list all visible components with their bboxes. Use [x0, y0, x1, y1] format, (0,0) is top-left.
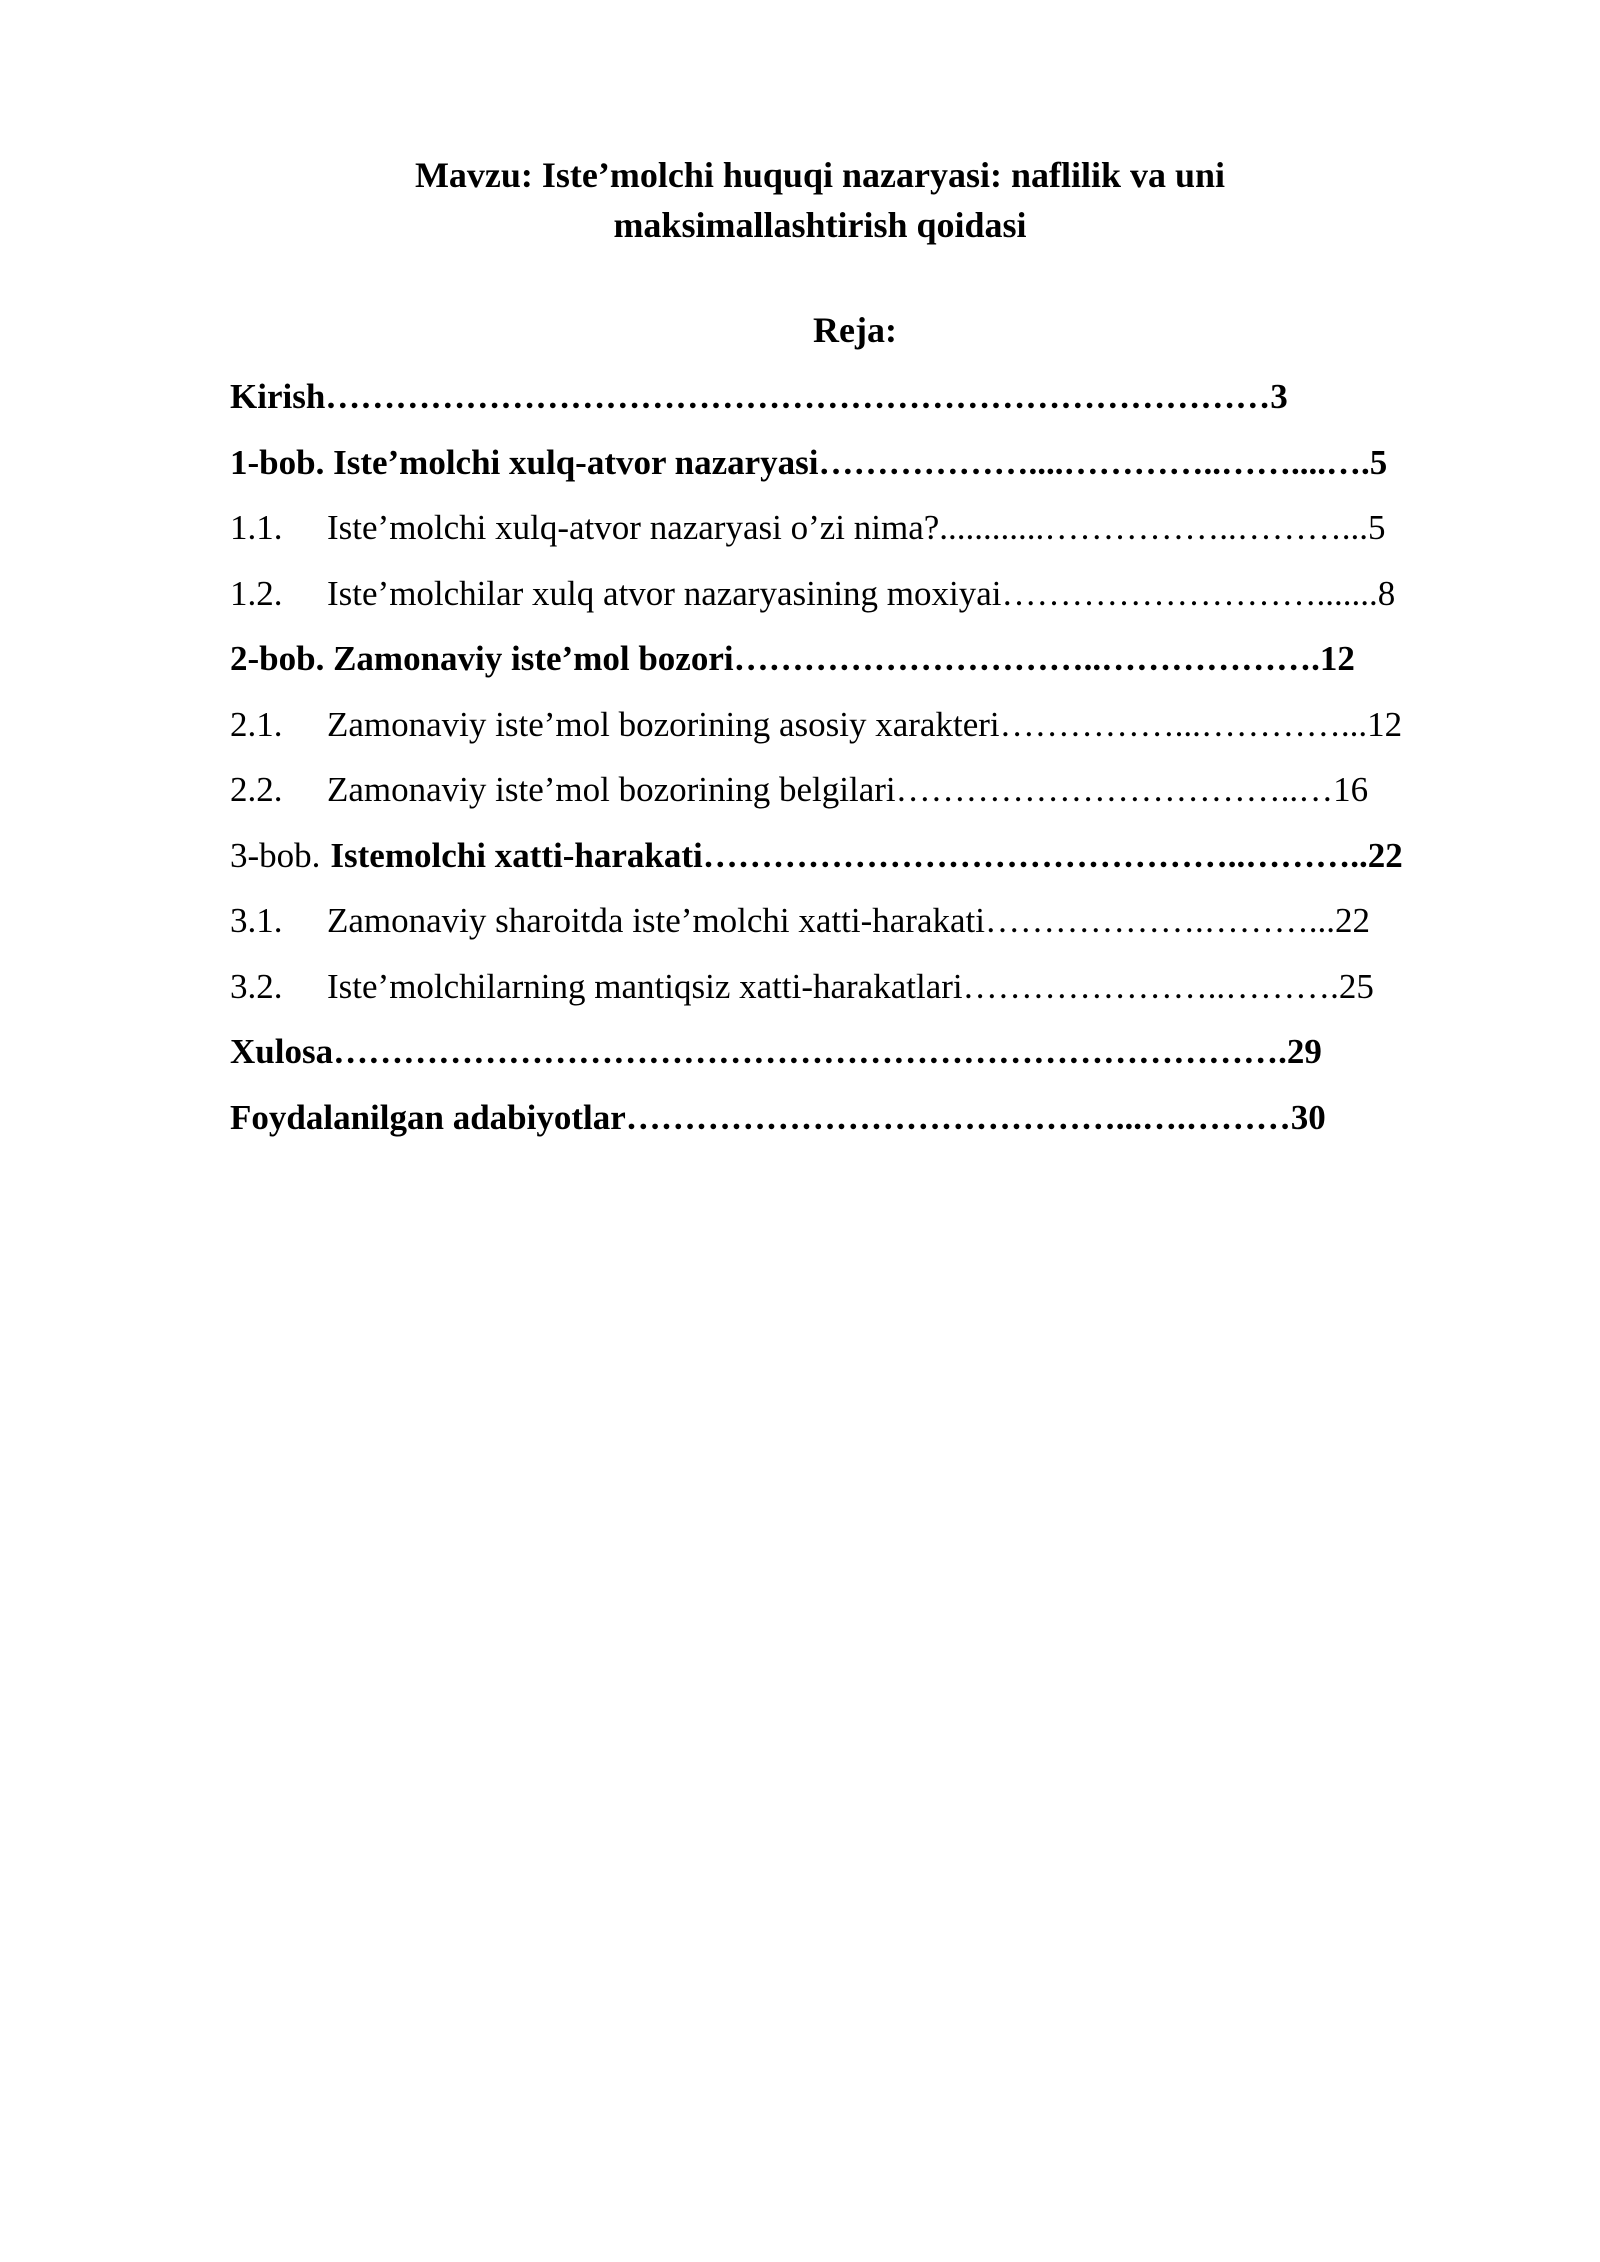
toc-entry-label: Iste’molchi xulq-atvor nazaryasi o’zi nima?	[327, 508, 940, 547]
toc-entry-leader: ……………...…………..	[999, 704, 1359, 744]
toc-entry-label: 1-bob. Iste’molchi xulq-atvor nazaryasi	[230, 442, 819, 482]
toc-entry	[230, 569, 1530, 635]
toc-entry	[230, 765, 1530, 831]
toc-entry-label: Iste’molchilar xulq atvor nazaryasining moxiyai	[327, 573, 1002, 613]
toc-entry-label: Zamonaviy iste’mol bozorining asosiy xarakteri	[327, 704, 1000, 744]
toc-entry-leader: …………………………..………………	[733, 639, 1312, 678]
toc-entry-leader: ………………....…………..……....…	[818, 442, 1362, 482]
toc-entry-number: 2.2.	[230, 770, 283, 809]
toc-entry-number: 3.1.	[230, 901, 283, 940]
title-line-1: Mavzu: Iste’molchi huquqi nazaryasi: naflilik va uni	[414, 155, 1226, 195]
toc-entry	[230, 503, 1530, 569]
plan-heading: Reja:	[813, 310, 897, 350]
toc-entry-label: Foydalanilgan adabiyotlar	[230, 1097, 626, 1137]
toc-entry-leader: ……………………….......	[1001, 573, 1378, 613]
toc-entry-leader: ……………………………………………………………………….	[333, 1032, 1287, 1071]
toc-entry-page: 25	[1338, 966, 1374, 1006]
toc-entry	[230, 700, 1530, 766]
toc-entry-leader: ……………….………...	[984, 901, 1335, 940]
toc-entry-label: Iste’molchilarning mantiqsiz xatti-harakatlari	[327, 966, 963, 1006]
toc-entry	[230, 896, 1530, 962]
toc-entry	[230, 438, 1530, 504]
toc-entry-leader: …………………..……….	[962, 966, 1339, 1006]
toc-entry	[230, 1027, 1530, 1093]
toc-entry-page: 29	[1286, 1032, 1322, 1071]
toc-entry-page: 30	[1290, 1097, 1326, 1137]
toc-entry-page: 22	[1334, 901, 1370, 940]
toc-entry-label: Kirish	[230, 377, 326, 416]
toc-entry	[230, 831, 1530, 897]
toc-entry-page: 8	[1377, 573, 1396, 613]
toc-entry	[230, 634, 1530, 700]
toc-entry-leader: ………………………………………..………..	[702, 835, 1368, 875]
toc-entry	[230, 372, 1530, 438]
toc-entry-page: ..5	[1350, 508, 1386, 547]
toc-entry-leader: ……………………………………...….………	[625, 1097, 1291, 1137]
toc-entry-page: .12	[1311, 639, 1355, 678]
document-title	[230, 150, 1410, 250]
title-line-2: maksimallashtirish qoidasi	[613, 205, 1027, 245]
toc-entry-page: 3	[1270, 377, 1288, 416]
toc-entry-leader: ………………………………………………………………………	[325, 377, 1271, 416]
toc-entry-label: Istemolchi xatti-harakati	[330, 835, 703, 875]
toc-entry	[230, 1093, 1530, 1159]
toc-entry-number: 3.2.	[230, 966, 283, 1006]
toc-entry-page: 16	[1333, 770, 1369, 809]
toc-entry	[230, 962, 1530, 1028]
toc-entry-page: .5	[1361, 442, 1388, 482]
table-of-contents	[230, 372, 1530, 1158]
toc-entry-number: 1.2.	[230, 573, 283, 613]
toc-entry-label: Zamonaviy iste’mol bozorining belgilari	[327, 770, 896, 809]
toc-entry-number: 3-bob.	[230, 835, 321, 875]
toc-entry-page: 22	[1367, 835, 1403, 875]
toc-entry-number: 2.1.	[230, 704, 283, 744]
toc-entry-leader: ............……………..……….	[939, 508, 1351, 547]
toc-entry-number: 1.1.	[230, 508, 283, 547]
toc-entry-leader: ……………………………..…	[895, 770, 1334, 809]
toc-entry-page: .12	[1358, 704, 1403, 744]
toc-entry-label: Xulosa	[230, 1032, 334, 1071]
toc-entry-label: Zamonaviy sharoitda iste’molchi xatti-harakati	[327, 901, 985, 940]
toc-entry-label: 2-bob. Zamonaviy iste’mol bozori	[230, 639, 734, 678]
